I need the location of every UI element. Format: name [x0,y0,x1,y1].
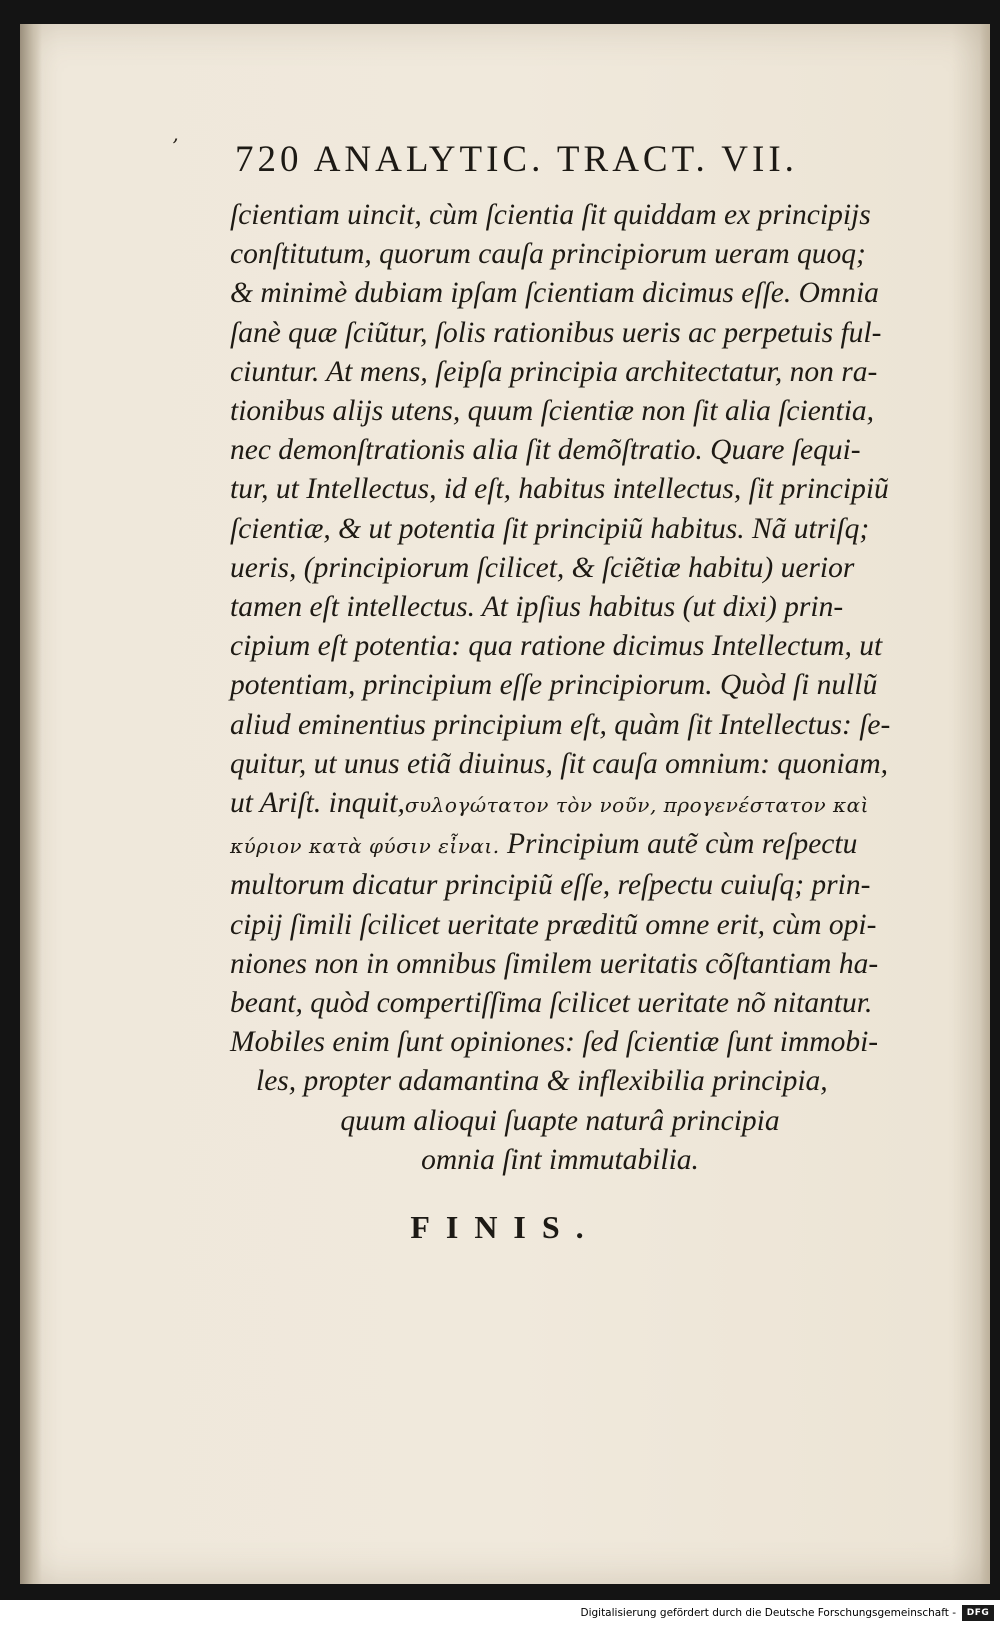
text-line-with-greek [230,825,930,866]
text-line: conſtitutum, quorum cauſa principiorum ueram quoq; [230,238,866,271]
text-line: beant, quòd compertiſſima ſcilicet ueritate nõ nitantur. [230,987,873,1020]
text-line: cipium eſt potentia: qua ratione dicimus Intellectum, ut [230,630,883,663]
text-line: aliud eminentius principium eſt, quàm ſit Intellectus: ſe- [230,708,891,741]
body-text [230,196,930,1180]
text-line: ſcientiam uincit, cùm ſcientia ſit quiddam ex principijs [230,199,871,231]
text-line-with-greek [230,784,930,825]
closing-line: omnia ſint immutabilia. [421,1143,699,1176]
page-edge-shadow [980,24,990,1584]
dfg-logo: DFG [962,1605,994,1621]
margin-mark: ’ [172,134,179,158]
text-line: ſcientiæ, & ut potentia ſit principiũ habitus. Nã utriſq; [230,512,870,545]
text-line: ſanè quæ ſciũtur, ſolis rationibus ueris ac perpetuis ful- [230,316,882,349]
text-line: Mobiles enim ſunt opiniones: ſed ſcientiæ ſunt immobi- [230,1026,879,1059]
text-line: cipij ſimili ſcilicet ueritate præditũ omne erit, cùm opi- [230,908,877,941]
text-fragment: ut Ariſt. inquit, [230,787,405,820]
text-line: quitur, ut unus etiã diuinus, ſit cauſa omnium: quoniam, [230,747,889,780]
text-line: potentiam, principium eſſe principiorum. Quòd ſi nullũ [230,669,878,702]
text-line: ciuntur. At mens, ſeipſa principia architectatur, non ra- [230,355,878,388]
digitization-footer [0,1600,1000,1628]
greek-quotation: συλογώτατον τὸν νοῦν, προγενέστατον καὶ [404,793,870,818]
funding-credit: Digitalisierung gefördert durch die Deutsche Forschungsgemeinschaft - [580,1607,956,1619]
text-line: nec demonſtrationis alia ſit demõſtratio. Quare ſequi- [230,434,861,467]
text-fragment: Principium autẽ cùm reſpectu [499,828,858,861]
closing-line: quum alioqui ſuapte naturâ principia [340,1104,780,1137]
text-line: tamen eſt intellectus. At ipſius habitus (ut dixi) prin- [230,591,844,624]
book-page [20,24,990,1584]
running-head: 720 ANALYTIC. TRACT. VII. [235,139,798,180]
text-line: niones non in omnibus ſimilem ueritatis cõſtantiam ha- [230,947,879,980]
page-gutter-shadow [20,24,42,1584]
text-line: les, propter adamantina & inflexibilia principia, [256,1065,828,1098]
greek-quotation: κύριον κατὰ φύσιν εἶναι. [230,834,500,859]
text-line: tionibus alijs utens, quum ſcientiæ non ſit alia ſcientia, [230,395,875,428]
text-line: & minimè dubiam ipſam ſcientiam dicimus eſſe. Omnia [230,277,879,310]
text-line: tur, ut Intellectus, id eſt, habitus intellectus, ſit principiũ [230,473,889,506]
text-line: ueris, (principiorum ſcilicet, & ſciẽtiæ habitu) uerior [230,551,855,584]
finis-heading: FINIS. [410,1209,600,1245]
text-line: multorum dicatur principiũ eſſe, reſpectu cuiuſq; prin- [230,869,871,902]
